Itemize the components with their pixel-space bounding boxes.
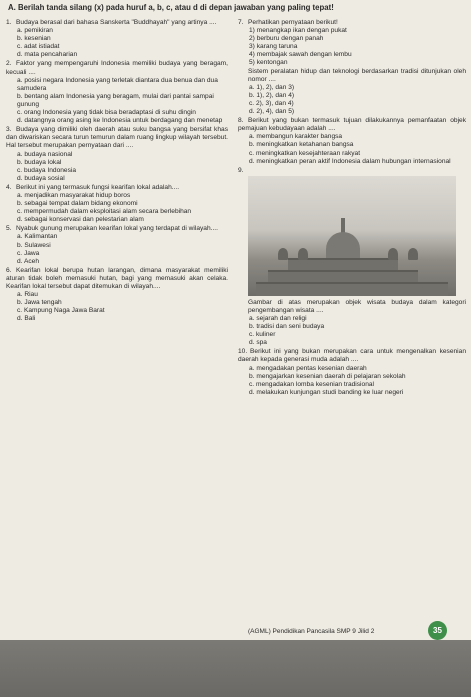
option-c[interactable]: c. mempermudah dalam eksploitasi alam secara berlebihan	[17, 208, 192, 216]
question-2: 2. Faktor yang mempengaruhi Indonesia memiliki budaya yang beragam, kecuali .... a. posisi negara Indonesia yang terletak diantara dua benua dan dua samudera b. bentang alam Indonesia yang beragam, mulai dari pantai sampai gunung c. orang Indonesia yang tidak bisa beradaptasi di suhu dingin d. datangnya orang asing ke Indonesia untuk berdagang dan menetap	[6, 60, 228, 125]
option-b[interactable]: b. tradisi dan seni budaya	[249, 323, 325, 331]
option-a[interactable]: a. 1), 2), dan 3)	[249, 83, 295, 91]
right-column	[238, 19, 466, 398]
option-b[interactable]: b. sebagai tempat dalam bidang ekonomi	[17, 200, 138, 208]
option-a[interactable]: a. budaya nasional	[17, 150, 73, 158]
statement-item: 1) menangkap ikan dengan pukat	[249, 27, 347, 35]
option-a[interactable]: a. pemikiran	[17, 27, 53, 35]
question-3: 3. Budaya yang dimiliki oleh daerah atau suku bangsa yang bersifat khas dan diwariskan secara turun temurun dalam ruang lingkup wilayah tersebut. Hal tersebut merupakan pernyataan dari .... a. budaya nasional b. budaya lokal c. budaya Indonesia d. budaya sosial	[6, 126, 228, 182]
option-c[interactable]: c. Jawa	[17, 249, 40, 257]
statement-item: 5) kentongan	[249, 59, 288, 67]
question-stem: Budaya yang dimiliki oleh daerah atau suku bangsa yang bersifat khas dan diwariskan secara turun temurun dalam ruang lingkup wilayah tersebut. Hal tersebut merupakan pernyataan dari ....	[6, 126, 228, 150]
option-a[interactable]: a. mengadakan pentas kesenian daerah	[249, 364, 367, 372]
option-b[interactable]: b. kesenian	[17, 35, 51, 43]
option-a[interactable]: a. membangun karakter bangsa	[249, 133, 343, 141]
option-d[interactable]: d. budaya sosial	[17, 174, 65, 182]
question-stem: Faktor yang mempengaruhi Indonesia memiliki budaya yang beragam, kecuali ....	[6, 60, 228, 76]
section-heading: A. Berilah tanda silang (x) pada huruf a, b, c, atau d di depan jawaban yang paling tepat!	[8, 3, 334, 12]
option-c[interactable]: c. meningkatkan kesejahteraan rakyat	[249, 149, 361, 157]
option-d[interactable]: d. datangnya orang asing ke Indonesia untuk berdagang dan menetap	[17, 117, 223, 125]
option-c[interactable]: c. budaya Indonesia	[17, 166, 77, 174]
question-7: 7. Perhatikan pernyataan berikut! 1) menangkap ikan dengan pukat 2) berburu dengan panah 3) karang taruna 4) membajak sawah dengan lembu 5) kentongan Sistem peralatan hidup dan teknologi berdasarkan tradisi ditunjukan oleh nomor .... a. 1), 2), dan 3) b. 1), 2), dan 4) c. 2), 3), dan 4) d. 2), 4), dan 5)	[238, 19, 466, 116]
temple-photo	[248, 176, 456, 296]
question-stem-continued: Sistem peralatan hidup dan teknologi berdasarkan tradisi ditunjukan oleh nomor ....	[248, 67, 466, 83]
option-d[interactable]: d. Aceh	[17, 257, 39, 265]
question-8: 8. Berikut yang bukan termasuk tujuan dilakukannya pemanfaatan objek pemajuan kebudayaan adalah .... a. membangun karakter bangsa b. meningkatkan ketahanan bangsa c. meningkatkan kesejahteraan rakyat d. meningkatkan peran aktif Indonesia dalam hubungan internasional	[238, 117, 466, 165]
option-a[interactable]: a. Kalimantan	[17, 233, 58, 241]
question-stem: Berikut ini yang bukan merupakan cara untuk mengenalkan kesenian daerah kepada generasi muda adalah ....	[238, 348, 466, 364]
question-5: 5. Nyabuk gunung merupakan kearifan lokal yang terdapat di wilayah.... a. Kalimantan b. Sulawesi c. Jawa d. Aceh	[6, 225, 228, 265]
option-a[interactable]: a. menjadikan masyarakat hidup boros	[17, 191, 131, 199]
page-number: 35	[428, 621, 447, 640]
question-stem: Kearifan lokal berupa hutan larangan, dimana masyarakat memiliki aturan tidak boleh memasuki hutan, bagi yang memasuki akan celaka. Kearifan lokal tersebut dapat ditemukan di wilayah....	[6, 266, 228, 290]
desk-background	[0, 640, 471, 697]
option-d[interactable]: d. sebagai konservasi dan pelestarian alam	[17, 216, 144, 224]
option-c[interactable]: c. Kampung Naga Jawa Barat	[17, 307, 105, 315]
option-d[interactable]: d. Bali	[17, 315, 36, 323]
option-c[interactable]: c. adat istiadat	[17, 43, 60, 51]
option-b[interactable]: b. bentang alam Indonesia yang beragam, mulai dari pantai sampai gunung	[17, 92, 214, 108]
question-9: 9. Gambar di atas merupakan objek wisata budaya dalam kategori pengembangan wisata .... a. sejarah dan religi b. tradisi dan seni budaya c. kuliner d. spa	[238, 166, 466, 347]
option-d[interactable]: d. melakukan kunjungan studi banding ke luar negeri	[249, 388, 404, 396]
option-c[interactable]: c. kuliner	[249, 331, 276, 339]
question-stem: Gambar di atas merupakan objek wisata budaya dalam kategori pengembangan wisata ....	[248, 298, 466, 314]
question-stem: Nyabuk gunung merupakan kearifan lokal yang terdapat di wilayah....	[16, 225, 218, 233]
option-b[interactable]: b. mengajarkan kesenian daerah di pelajaran sekolah	[249, 372, 406, 380]
option-d[interactable]: d. mata pencaharian	[17, 51, 78, 59]
option-b[interactable]: b. 1), 2), dan 4)	[249, 91, 295, 99]
question-1: 1. Budaya berasal dari bahasa Sanskerta "Buddhayah" yang artinya .... a. pemikiran b. kesenian c. adat istiadat d. mata pencaharian	[6, 19, 228, 59]
footer-text: (AGML) Pendidikan Pancasila SMP 9 Jilid 2	[248, 628, 375, 635]
question-10: 10. Berikut ini yang bukan merupakan cara untuk mengenalkan kesenian daerah kepada generasi muda adalah .... a. mengadakan pentas kesenian daerah b. mengajarkan kesenian daerah di pelajaran sekolah c. mengadakan lomba kesenian tradisional d. melakukan kunjungan studi banding ke luar negeri	[238, 348, 466, 396]
option-a[interactable]: a. Riau	[17, 291, 38, 299]
option-d[interactable]: d. meningkatkan peran aktif Indonesia dalam hubungan internasional	[249, 157, 451, 165]
option-b[interactable]: b. meningkatkan ketahanan bangsa	[249, 141, 354, 149]
statement-item: 3) karang taruna	[249, 43, 298, 51]
question-stem: Berikut yang bukan termasuk tujuan dilakukannya pemanfaatan objek pemajuan kebudayaan adalah ....	[238, 117, 466, 133]
statement-item: 2) berburu dengan panah	[249, 35, 324, 43]
left-column	[6, 19, 228, 324]
option-b[interactable]: b. Sulawesi	[17, 241, 51, 249]
option-a[interactable]: a. sejarah dan religi	[249, 314, 307, 322]
option-d[interactable]: d. 2), 4), dan 5)	[249, 108, 295, 116]
question-6: 6. Kearifan lokal berupa hutan larangan, dimana masyarakat memiliki aturan tidak boleh memasuki hutan, bagi yang memasuki akan celaka. Kearifan lokal tersebut dapat ditemukan di wilayah.... a. Riau b. Jawa tengah c. Kampung Naga Jawa Barat d. Bali	[6, 266, 228, 323]
option-c[interactable]: c. 2), 3), dan 4)	[249, 99, 294, 107]
question-4: 4. Berikut ini yang termasuk fungsi kearifan lokal adalah.... a. menjadikan masyarakat hidup boros b. sebagai tempat dalam bidang ekonomi c. mempermudah dalam eksploitasi alam secara berlebihan d. sebagai konservasi dan pelestarian alam	[6, 184, 228, 224]
question-stem: Budaya berasal dari bahasa Sanskerta "Buddhayah" yang artinya ....	[16, 19, 217, 26]
question-stem: Perhatikan pernyataan berikut!	[248, 19, 338, 26]
option-c[interactable]: c. orang Indonesia yang tidak bisa beradaptasi di suhu dingin	[17, 109, 196, 117]
option-c[interactable]: c. mengadakan lomba kesenian tradisional	[249, 380, 374, 388]
option-b[interactable]: b. Jawa tengah	[17, 299, 62, 307]
statement-item: 4) membajak sawah dengan lembu	[249, 51, 352, 59]
question-stem: Berikut ini yang termasuk fungsi kearifan lokal adalah....	[16, 183, 180, 191]
option-a[interactable]: a. posisi negara Indonesia yang terletak diantara dua benua dan dua samudera	[17, 76, 218, 92]
option-d[interactable]: d. spa	[249, 339, 267, 347]
option-b[interactable]: b. budaya lokal	[17, 158, 62, 166]
